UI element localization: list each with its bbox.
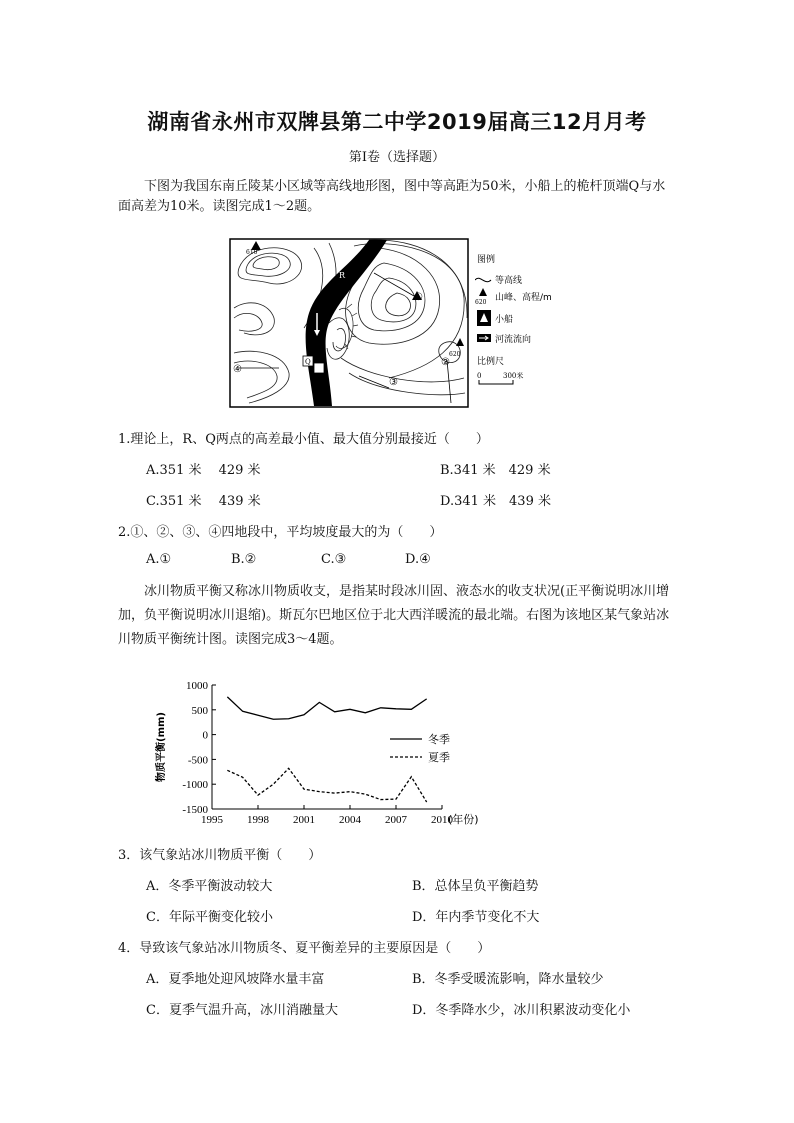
contour-legend-icon xyxy=(475,278,491,281)
legend-title: 图例 xyxy=(477,255,496,265)
series-line-summer xyxy=(227,768,426,802)
x-tick-label: 2004 xyxy=(339,814,361,826)
boat-icon-2 xyxy=(314,363,324,373)
question-2-stem: 2.①、②、③、④四地段中，平均坡度最大的为（ ） xyxy=(118,525,443,540)
scale-length: 300米 xyxy=(503,372,524,380)
q3-option-b[interactable]: B．总体呈负平衡趋势 xyxy=(412,879,539,894)
q4-option-a[interactable]: A．夏季地处迎风坡降水量丰富 xyxy=(146,972,325,987)
y-tick-label: 500 xyxy=(191,704,208,717)
q1-option-c[interactable]: C.351 米 439 米 xyxy=(146,494,261,509)
page-title: 湖南省永州市双牌县第二中学2019届高三12月月考 xyxy=(147,110,647,134)
intro-paragraph-1 xyxy=(118,177,678,217)
peak-legend-icon xyxy=(479,288,487,296)
x-tick-label: 1995 xyxy=(201,814,223,826)
legend-river: 河流流向 xyxy=(495,335,532,345)
q2-option-b[interactable]: B.② xyxy=(231,552,257,567)
y-tick-label: 1000 xyxy=(186,680,208,692)
scale-zero: 0 xyxy=(477,372,482,380)
q2-option-a[interactable]: A.① xyxy=(146,552,172,567)
y-tick-label: 0 xyxy=(202,729,208,742)
q3-option-a[interactable]: A．冬季平衡波动较大 xyxy=(146,879,273,894)
intro-paragraph-2 xyxy=(118,580,678,652)
x-tick-label: 2010 xyxy=(431,814,453,826)
intro-text-1: 下图为我国东南丘陵某小区域等高线地形图，图中等高距为50米，小船上的桅杆顶端Q与水面高差为10米。读图完成1～2题。 xyxy=(118,179,666,214)
glacier-balance-chart xyxy=(150,673,505,833)
q3-option-d[interactable]: D．年内季节变化不大 xyxy=(412,910,540,925)
y-axis-label: 物质平衡(mm) xyxy=(156,712,167,782)
x-tick-label: 2001 xyxy=(293,814,315,826)
series-line-winter xyxy=(227,697,426,719)
point-q-label: Q xyxy=(305,358,311,366)
peak-elevation-1: 610 xyxy=(246,249,258,256)
q2-option-d[interactable]: D.④ xyxy=(405,552,431,567)
peak-elevation-2: 620 xyxy=(449,351,461,358)
question-4-stem: 4．导致该气象站冰川物质冬、夏平衡差异的主要原因是（ ） xyxy=(118,941,491,956)
question-3-stem: 3．该气象站冰川物质平衡（ ） xyxy=(118,848,322,863)
y-tick-label: -1000 xyxy=(182,779,208,792)
x-axis-label: (年份) xyxy=(448,813,479,826)
point-r-label: R xyxy=(339,271,346,280)
intro-text-2: 冰川物质平衡又称冰川物质收支，是指某时段冰川固、液态水的收支状况(正平衡说明冰川增加，负平衡说明冰川退缩)。斯瓦尔巴地区位于北大西洋暖流的最北端。右图为该地区某气象站冰川物质平衡统计图。读图完成3～4题。 xyxy=(118,584,670,647)
q4-option-c[interactable]: C．夏季气温升高，冰川消融量大 xyxy=(146,1003,338,1018)
question-1-stem: 1.理论上，R、Q两点的高差最小值、最大值分别最接近（ ） xyxy=(118,432,489,447)
q2-option-c[interactable]: C.③ xyxy=(321,552,347,567)
x-tick-label: 1998 xyxy=(247,814,269,826)
y-tick-label: -1500 xyxy=(182,804,208,816)
legend-peak-value: 620 xyxy=(475,299,487,306)
point-1-label: ① xyxy=(414,292,423,303)
legend-peak: 山峰、高程/m xyxy=(495,293,552,303)
map-legend xyxy=(475,250,585,400)
point-4-label: ④ xyxy=(233,364,242,375)
scale-bar xyxy=(479,380,513,384)
contour-map xyxy=(229,238,469,408)
y-tick-label: -500 xyxy=(187,754,208,767)
point-3-label: ③ xyxy=(389,377,398,388)
legend-scale: 比例尺 xyxy=(477,357,505,367)
point-2-label: ② xyxy=(441,357,450,368)
q1-option-d[interactable]: D.341 米 439 米 xyxy=(440,494,551,509)
legend-boat: 小船 xyxy=(495,315,514,325)
legend-label-0: 冬季 xyxy=(428,733,450,746)
legend-contour: 等高线 xyxy=(495,276,523,286)
q4-option-d[interactable]: D．冬季降水少，冰川积累波动变化小 xyxy=(412,1003,631,1018)
legend-label-1: 夏季 xyxy=(428,751,450,764)
q1-option-b[interactable]: B.341 米 429 米 xyxy=(440,463,551,478)
q3-option-c[interactable]: C．年际平衡变化较小 xyxy=(146,910,273,925)
q1-option-a[interactable]: A.351 米 429 米 xyxy=(146,463,261,478)
section-heading: 第I卷（选择题） xyxy=(348,150,446,165)
x-tick-label: 2007 xyxy=(385,814,407,826)
q4-option-b[interactable]: B．冬季受暖流影响，降水量较少 xyxy=(412,972,604,987)
